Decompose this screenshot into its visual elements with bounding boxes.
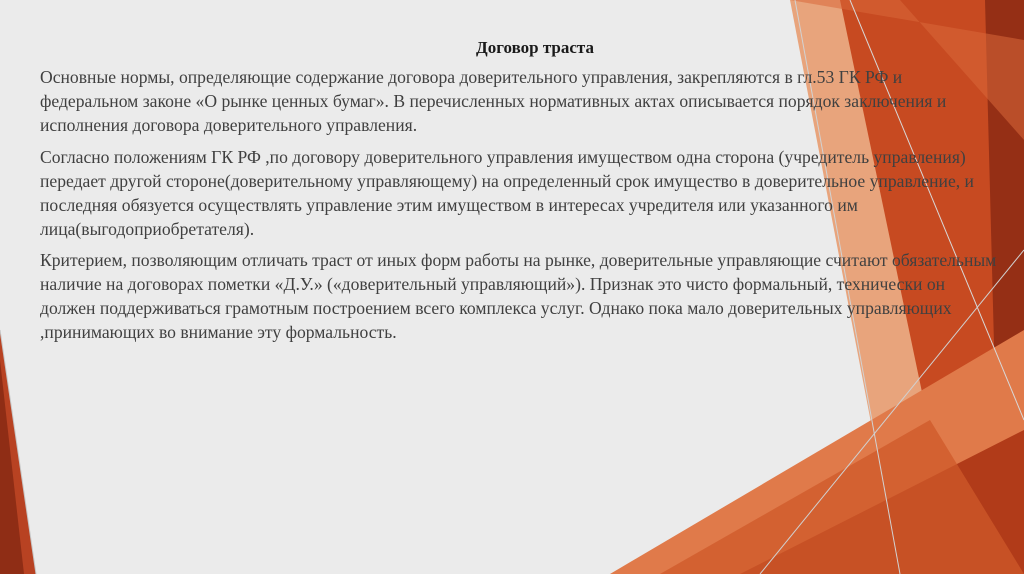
paragraph-3: Критерием, позволяющим отличать траст от иных форм работы на рынке, доверительные управляющие считают обязательным наличие на договорах пометки «Д.У.» («доверительный управляющий»). Признак это чисто формальный, технически он должен поддерживаться грамотным построением всего комплекса услуг. Однако пока мало доверительных управляющих ,принимающих во внимание эту формальность. [40, 250, 997, 343]
paragraph-2: Согласно положениям ГК РФ ,по договору доверительного управления имуществом одна сторона (учредитель управления) передает другой стороне(доверительному управляющему) на определенный срок имущество в доверительное управление, и последняя обязуется осуществлять управление этим имуществом в интересах учредителя или указанного им лица(выгодоприобретателя). [40, 146, 974, 239]
slide-content [40, 38, 1000, 353]
paragraph-1: Основные нормы, определяющие содержание договора доверительного управления, закрепляются в гл.53 ГК РФ и федеральном законе «О рынке ценных бумаг». В перечисленных нормативных актах описывается порядок заключения и исполнения договора доверительного управления. [40, 67, 947, 135]
slide-title: Договор траста [476, 38, 594, 57]
